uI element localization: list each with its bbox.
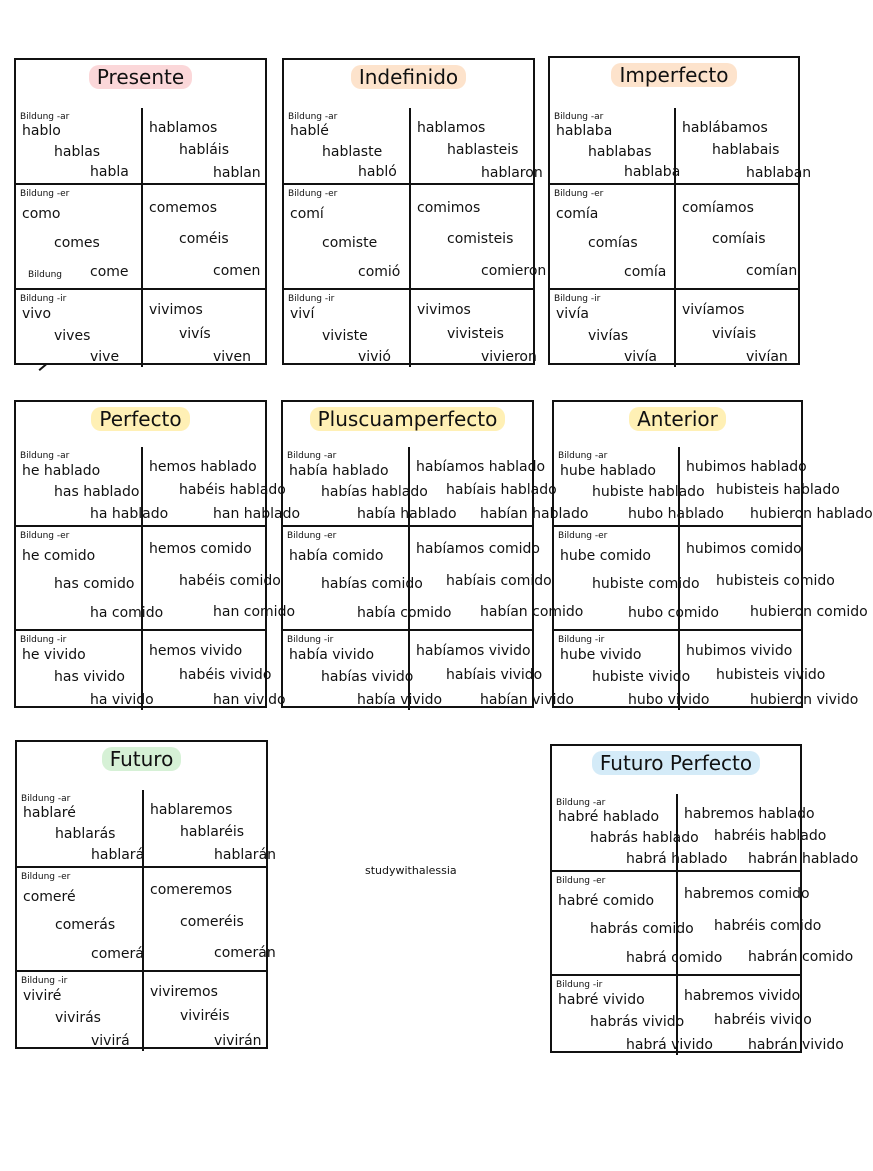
singular-form: vivirá bbox=[91, 1033, 130, 1049]
plural-form: comían bbox=[746, 263, 798, 279]
plural-form: comíamos bbox=[682, 200, 754, 216]
tense-title bbox=[552, 750, 800, 776]
plural-form: han vivido bbox=[213, 692, 286, 708]
conjugation-grid bbox=[17, 790, 277, 1049]
singular-form: habré comido bbox=[558, 893, 655, 909]
singular-form: hubo hablado bbox=[628, 506, 724, 522]
singular-form: habrá hablado bbox=[626, 851, 728, 867]
singular-form: vive bbox=[90, 349, 120, 365]
singular-cell bbox=[16, 447, 169, 525]
bildung-label: Bildung -er bbox=[21, 872, 71, 882]
singular-form: comerá bbox=[91, 946, 144, 962]
plural-cell bbox=[141, 631, 286, 710]
plural-form: coméis bbox=[179, 231, 229, 247]
conjugation-grid bbox=[554, 447, 873, 708]
conjugation-row bbox=[284, 183, 547, 288]
plural-cell bbox=[409, 185, 547, 288]
tense-title-text: Futuro Perfecto bbox=[592, 751, 760, 775]
singular-form: había hablado bbox=[289, 463, 389, 479]
singular-form: hubiste hablado bbox=[592, 484, 705, 500]
plural-form: habíamos comido bbox=[416, 541, 540, 557]
singular-cell bbox=[550, 185, 674, 288]
conjugation-row bbox=[550, 183, 798, 288]
plural-form: hablan bbox=[213, 165, 261, 181]
singular-form: hubo vivido bbox=[628, 692, 710, 708]
singular-form: habla bbox=[90, 164, 129, 180]
singular-form: habías hablado bbox=[321, 484, 428, 500]
singular-form: había comido bbox=[357, 605, 452, 621]
singular-cell bbox=[17, 868, 142, 970]
plural-form: habrán vivido bbox=[748, 1037, 844, 1053]
plural-form: comisteis bbox=[447, 231, 514, 247]
singular-form: había vivido bbox=[289, 647, 375, 663]
plural-form: comen bbox=[213, 263, 261, 279]
conjugation-row bbox=[16, 108, 265, 183]
conjugation-row bbox=[17, 970, 266, 1051]
tense-card bbox=[550, 744, 859, 1053]
plural-form: vivimos bbox=[149, 302, 203, 318]
plural-form: vivían bbox=[746, 349, 788, 365]
plural-form: hemos hablado bbox=[149, 459, 257, 475]
plural-cell bbox=[678, 447, 873, 525]
plural-form: hubisteis vivido bbox=[716, 667, 826, 683]
singular-cell bbox=[17, 790, 145, 866]
plural-cell bbox=[676, 976, 844, 1055]
conjugation-grid bbox=[16, 447, 301, 708]
conjugation-row bbox=[16, 629, 286, 710]
plural-form: habíamos hablado bbox=[416, 459, 546, 475]
singular-form: ha hablado bbox=[90, 506, 169, 522]
conjugation-row bbox=[17, 790, 277, 866]
plural-form: comieron bbox=[481, 263, 547, 279]
bildung-label: Bildung -ar bbox=[21, 794, 71, 804]
singular-cell bbox=[550, 108, 681, 183]
conjugation-grid bbox=[283, 447, 589, 708]
plural-form: hablabais bbox=[712, 142, 780, 158]
plural-form: hablarán bbox=[214, 847, 277, 863]
plural-form: habéis hablado bbox=[179, 482, 286, 498]
singular-form: habrá comido bbox=[626, 950, 723, 966]
bildung-note: Bildung bbox=[28, 270, 63, 280]
plural-form: habían comido bbox=[480, 604, 584, 620]
singular-form: comió bbox=[358, 264, 401, 280]
singular-form: como bbox=[22, 206, 61, 222]
conjugation-row bbox=[554, 525, 868, 629]
plural-form: han comido bbox=[213, 604, 296, 620]
singular-form: vivía bbox=[624, 349, 657, 365]
plural-form: comeréis bbox=[180, 914, 244, 930]
bildung-label: Bildung -ir bbox=[21, 976, 68, 986]
singular-form: hablaré bbox=[23, 805, 76, 821]
singular-cell bbox=[17, 972, 142, 1051]
plural-cell bbox=[674, 290, 798, 367]
plural-form: habréis comido bbox=[714, 918, 822, 934]
credit-text: studywithalessia bbox=[365, 864, 457, 877]
tense-card bbox=[15, 740, 277, 1049]
bildung-label: Bildung -ir bbox=[287, 635, 334, 645]
singular-form: vives bbox=[54, 328, 91, 344]
plural-cell bbox=[141, 185, 265, 288]
tense-title-text: Futuro bbox=[102, 747, 182, 771]
conjugation-grid bbox=[16, 108, 265, 363]
singular-form: comía bbox=[624, 264, 667, 280]
conjugation-row bbox=[554, 629, 859, 710]
plural-form: vivimos bbox=[417, 302, 471, 318]
plural-form: comeremos bbox=[150, 882, 233, 898]
plural-form: habíamos vivido bbox=[416, 643, 531, 659]
singular-form: hubiste vivido bbox=[592, 669, 691, 685]
conjugation-grid bbox=[552, 794, 859, 1053]
tense-title bbox=[283, 406, 532, 432]
bildung-label: Bildung -ir bbox=[20, 294, 67, 304]
plural-cell bbox=[408, 631, 574, 710]
singular-form: habré hablado bbox=[558, 809, 660, 825]
conjugation-row bbox=[550, 108, 812, 183]
plural-cell bbox=[409, 290, 537, 367]
singular-form: habrás comido bbox=[590, 921, 694, 937]
plural-form: comerán bbox=[214, 945, 276, 961]
tense-card bbox=[14, 58, 267, 365]
tense-title bbox=[16, 64, 265, 90]
conjugation-grid bbox=[550, 108, 812, 365]
plural-form: vivíamos bbox=[682, 302, 745, 318]
bildung-label: Bildung -er bbox=[287, 531, 337, 541]
conjugation-row bbox=[16, 183, 265, 288]
bildung-label: Bildung -ir bbox=[556, 980, 603, 990]
plural-cell bbox=[141, 447, 301, 525]
plural-form: habremos vivido bbox=[684, 988, 801, 1004]
plural-form: comíais bbox=[712, 231, 766, 247]
singular-form: vivía bbox=[556, 306, 589, 322]
plural-form: hubieron hablado bbox=[750, 506, 873, 522]
singular-form: ha vivido bbox=[90, 692, 154, 708]
bildung-label: Bildung -ar bbox=[556, 798, 606, 808]
singular-form: viví bbox=[290, 306, 315, 322]
tense-card bbox=[552, 400, 873, 708]
bildung-label: Bildung -ar bbox=[287, 451, 337, 461]
singular-form: viviste bbox=[322, 328, 368, 344]
plural-cell bbox=[674, 185, 798, 288]
plural-form: hubieron vivido bbox=[750, 692, 859, 708]
plural-form: vivís bbox=[179, 326, 211, 342]
plural-form: hablaron bbox=[481, 165, 543, 181]
singular-form: hubo comido bbox=[628, 605, 719, 621]
singular-cell bbox=[16, 108, 141, 183]
singular-form: vivías bbox=[588, 328, 629, 344]
singular-form: hablaba bbox=[556, 123, 613, 139]
singular-form: ha comido bbox=[90, 605, 164, 621]
bildung-label: Bildung -er bbox=[558, 531, 608, 541]
plural-form: habremos hablado bbox=[684, 806, 815, 822]
singular-cell bbox=[550, 290, 674, 367]
singular-form: he vivido bbox=[22, 647, 86, 663]
singular-cell bbox=[552, 872, 723, 974]
plural-form: hubimos vivido bbox=[686, 643, 793, 659]
singular-form: vivió bbox=[358, 349, 391, 365]
singular-cell bbox=[16, 185, 141, 288]
singular-cell bbox=[554, 447, 724, 525]
conjugation-row bbox=[16, 447, 301, 525]
plural-form: comimos bbox=[417, 200, 481, 216]
tense-card bbox=[281, 400, 589, 708]
singular-cell bbox=[284, 108, 409, 183]
singular-form: hube vivido bbox=[560, 647, 642, 663]
bildung-label: Bildung -ir bbox=[20, 635, 67, 645]
singular-form: has vivido bbox=[54, 669, 125, 685]
plural-form: habrán comido bbox=[748, 949, 854, 965]
plural-form: habían hablado bbox=[480, 506, 589, 522]
singular-form: hubiste comido bbox=[592, 576, 700, 592]
tense-card bbox=[548, 56, 812, 365]
singular-cell bbox=[16, 527, 164, 629]
bildung-label: Bildung -er bbox=[554, 189, 604, 199]
tense-title-text: Imperfecto bbox=[611, 63, 736, 87]
plural-cell bbox=[142, 972, 266, 1051]
plural-form: hablaremos bbox=[150, 802, 233, 818]
bildung-label: Bildung -ir bbox=[558, 635, 605, 645]
singular-form: había vivido bbox=[357, 692, 443, 708]
singular-form: hablaba bbox=[624, 164, 681, 180]
singular-form: habrás vivido bbox=[590, 1014, 685, 1030]
singular-form: habías vivido bbox=[321, 669, 414, 685]
plural-form: habréis vivido bbox=[714, 1012, 812, 1028]
bildung-label: Bildung -ar bbox=[554, 112, 604, 122]
singular-cell bbox=[283, 527, 452, 629]
singular-cell bbox=[283, 447, 457, 525]
conjugation-row bbox=[554, 447, 873, 525]
singular-form: come bbox=[90, 264, 129, 280]
plural-form: hubisteis comido bbox=[716, 573, 835, 589]
plural-form: han hablado bbox=[213, 506, 301, 522]
plural-cell bbox=[141, 527, 296, 629]
plural-form: hablamos bbox=[417, 120, 486, 136]
singular-form: comiste bbox=[322, 235, 378, 251]
singular-form: hablará bbox=[91, 847, 145, 863]
plural-form: hubimos comido bbox=[686, 541, 802, 557]
singular-form: habrás hablado bbox=[590, 830, 699, 846]
singular-cell bbox=[283, 631, 443, 710]
conjugation-row bbox=[552, 974, 844, 1055]
plural-form: habláis bbox=[179, 142, 229, 158]
singular-form: comes bbox=[54, 235, 100, 251]
singular-cell bbox=[16, 290, 141, 367]
bildung-label: Bildung -er bbox=[556, 876, 606, 886]
plural-form: hablaban bbox=[746, 165, 812, 181]
plural-form: vivisteis bbox=[447, 326, 504, 342]
singular-form: comerás bbox=[55, 917, 116, 933]
singular-form: habló bbox=[358, 164, 397, 180]
plural-form: hablasteis bbox=[447, 142, 519, 158]
conjugation-row bbox=[283, 525, 584, 629]
plural-form: habíais comido bbox=[446, 573, 552, 589]
plural-cell bbox=[678, 631, 859, 710]
conjugation-row bbox=[17, 866, 276, 970]
singular-form: has comido bbox=[54, 576, 135, 592]
singular-form: he comido bbox=[22, 548, 96, 564]
conjugation-grid bbox=[284, 108, 547, 365]
plural-form: vivíais bbox=[712, 326, 757, 342]
bildung-label: Bildung -ar bbox=[288, 112, 338, 122]
tense-title bbox=[17, 746, 266, 772]
plural-form: hubimos hablado bbox=[686, 459, 807, 475]
plural-form: viviremos bbox=[150, 984, 218, 1000]
tense-title bbox=[554, 406, 801, 432]
singular-cell bbox=[552, 794, 728, 870]
singular-form: vivirás bbox=[55, 1010, 101, 1026]
bildung-label: Bildung -ir bbox=[554, 294, 601, 304]
singular-form: hablarás bbox=[55, 826, 116, 842]
conjugation-row bbox=[550, 288, 798, 367]
tense-title-text: Presente bbox=[89, 65, 192, 89]
plural-form: hubisteis hablado bbox=[716, 482, 840, 498]
singular-form: hube comido bbox=[560, 548, 651, 564]
plural-cell bbox=[676, 872, 854, 974]
conjugation-row bbox=[552, 794, 859, 870]
tense-card bbox=[14, 400, 301, 708]
plural-form: habréis hablado bbox=[714, 828, 827, 844]
singular-cell bbox=[16, 631, 154, 710]
plural-form: habéis comido bbox=[179, 573, 281, 589]
tense-title bbox=[16, 406, 265, 432]
singular-form: comía bbox=[556, 206, 599, 222]
plural-form: hemos comido bbox=[149, 541, 252, 557]
bildung-label: Bildung -er bbox=[20, 189, 70, 199]
singular-form: hablaste bbox=[322, 144, 383, 160]
plural-form: habremos comido bbox=[684, 886, 810, 902]
bildung-label: Bildung -ir bbox=[288, 294, 335, 304]
bildung-label: Bildung -ar bbox=[20, 112, 70, 122]
singular-cell bbox=[284, 185, 409, 288]
plural-form: hablamos bbox=[149, 120, 218, 136]
singular-cell bbox=[554, 527, 719, 629]
bildung-label: Bildung -ar bbox=[558, 451, 608, 461]
conjugation-row bbox=[283, 629, 574, 710]
bildung-label: Bildung -er bbox=[288, 189, 338, 199]
plural-form: hablábamos bbox=[682, 120, 768, 136]
conjugation-row bbox=[16, 288, 265, 367]
plural-form: habían vivido bbox=[480, 692, 574, 708]
tense-card bbox=[282, 58, 547, 365]
singular-form: comías bbox=[588, 235, 638, 251]
singular-form: comeré bbox=[23, 889, 76, 905]
plural-form: habrán hablado bbox=[748, 851, 859, 867]
singular-form: viviré bbox=[23, 988, 62, 1004]
bildung-label: Bildung -ar bbox=[20, 451, 70, 461]
tense-title-text: Indefinido bbox=[351, 65, 466, 89]
singular-form: hube hablado bbox=[560, 463, 656, 479]
plural-cell bbox=[141, 108, 265, 183]
conjugation-row bbox=[16, 525, 296, 629]
plural-cell bbox=[142, 868, 276, 970]
plural-form: comemos bbox=[149, 200, 218, 216]
plural-form: habéis vivido bbox=[179, 667, 272, 683]
singular-form: vivo bbox=[22, 306, 52, 322]
plural-form: hemos vivido bbox=[149, 643, 243, 659]
plural-cell bbox=[409, 108, 543, 183]
singular-form: hablo bbox=[22, 123, 61, 139]
tense-title bbox=[550, 62, 798, 88]
plural-form: viviréis bbox=[180, 1008, 230, 1024]
plural-form: habíais vivido bbox=[446, 667, 543, 683]
conjugation-row bbox=[552, 870, 854, 974]
singular-form: has hablado bbox=[54, 484, 140, 500]
singular-cell bbox=[552, 976, 713, 1055]
tense-title-text: Anterior bbox=[629, 407, 726, 431]
tense-title-text: Pluscuamperfecto bbox=[310, 407, 506, 431]
plural-form: vivirán bbox=[214, 1033, 262, 1049]
plural-form: viven bbox=[213, 349, 251, 365]
singular-form: hablas bbox=[54, 144, 101, 160]
singular-form: había hablado bbox=[357, 506, 457, 522]
conjugation-row bbox=[284, 108, 543, 183]
plural-cell bbox=[674, 108, 812, 183]
singular-cell bbox=[284, 290, 409, 367]
tense-title-text: Perfecto bbox=[91, 407, 189, 431]
tense-title bbox=[284, 64, 533, 90]
plural-cell bbox=[676, 794, 859, 870]
singular-form: he hablado bbox=[22, 463, 101, 479]
plural-form: habíais hablado bbox=[446, 482, 557, 498]
singular-form: había comido bbox=[289, 548, 384, 564]
bildung-label: Bildung -er bbox=[20, 531, 70, 541]
singular-form: comí bbox=[290, 206, 324, 222]
singular-form: habré vivido bbox=[558, 992, 645, 1008]
singular-form: hablabas bbox=[588, 144, 652, 160]
plural-form: hablaréis bbox=[180, 824, 245, 840]
plural-form: vivieron bbox=[481, 349, 537, 365]
plural-cell bbox=[141, 290, 265, 367]
plural-cell bbox=[142, 790, 277, 866]
singular-cell bbox=[554, 631, 710, 710]
conjugation-row bbox=[283, 447, 589, 525]
singular-form: hablé bbox=[290, 123, 329, 139]
singular-form: habías comido bbox=[321, 576, 423, 592]
conjugation-row bbox=[284, 288, 537, 367]
singular-form: habrá vivido bbox=[626, 1037, 713, 1053]
plural-form: hubieron comido bbox=[750, 604, 868, 620]
plural-cell bbox=[678, 527, 868, 629]
